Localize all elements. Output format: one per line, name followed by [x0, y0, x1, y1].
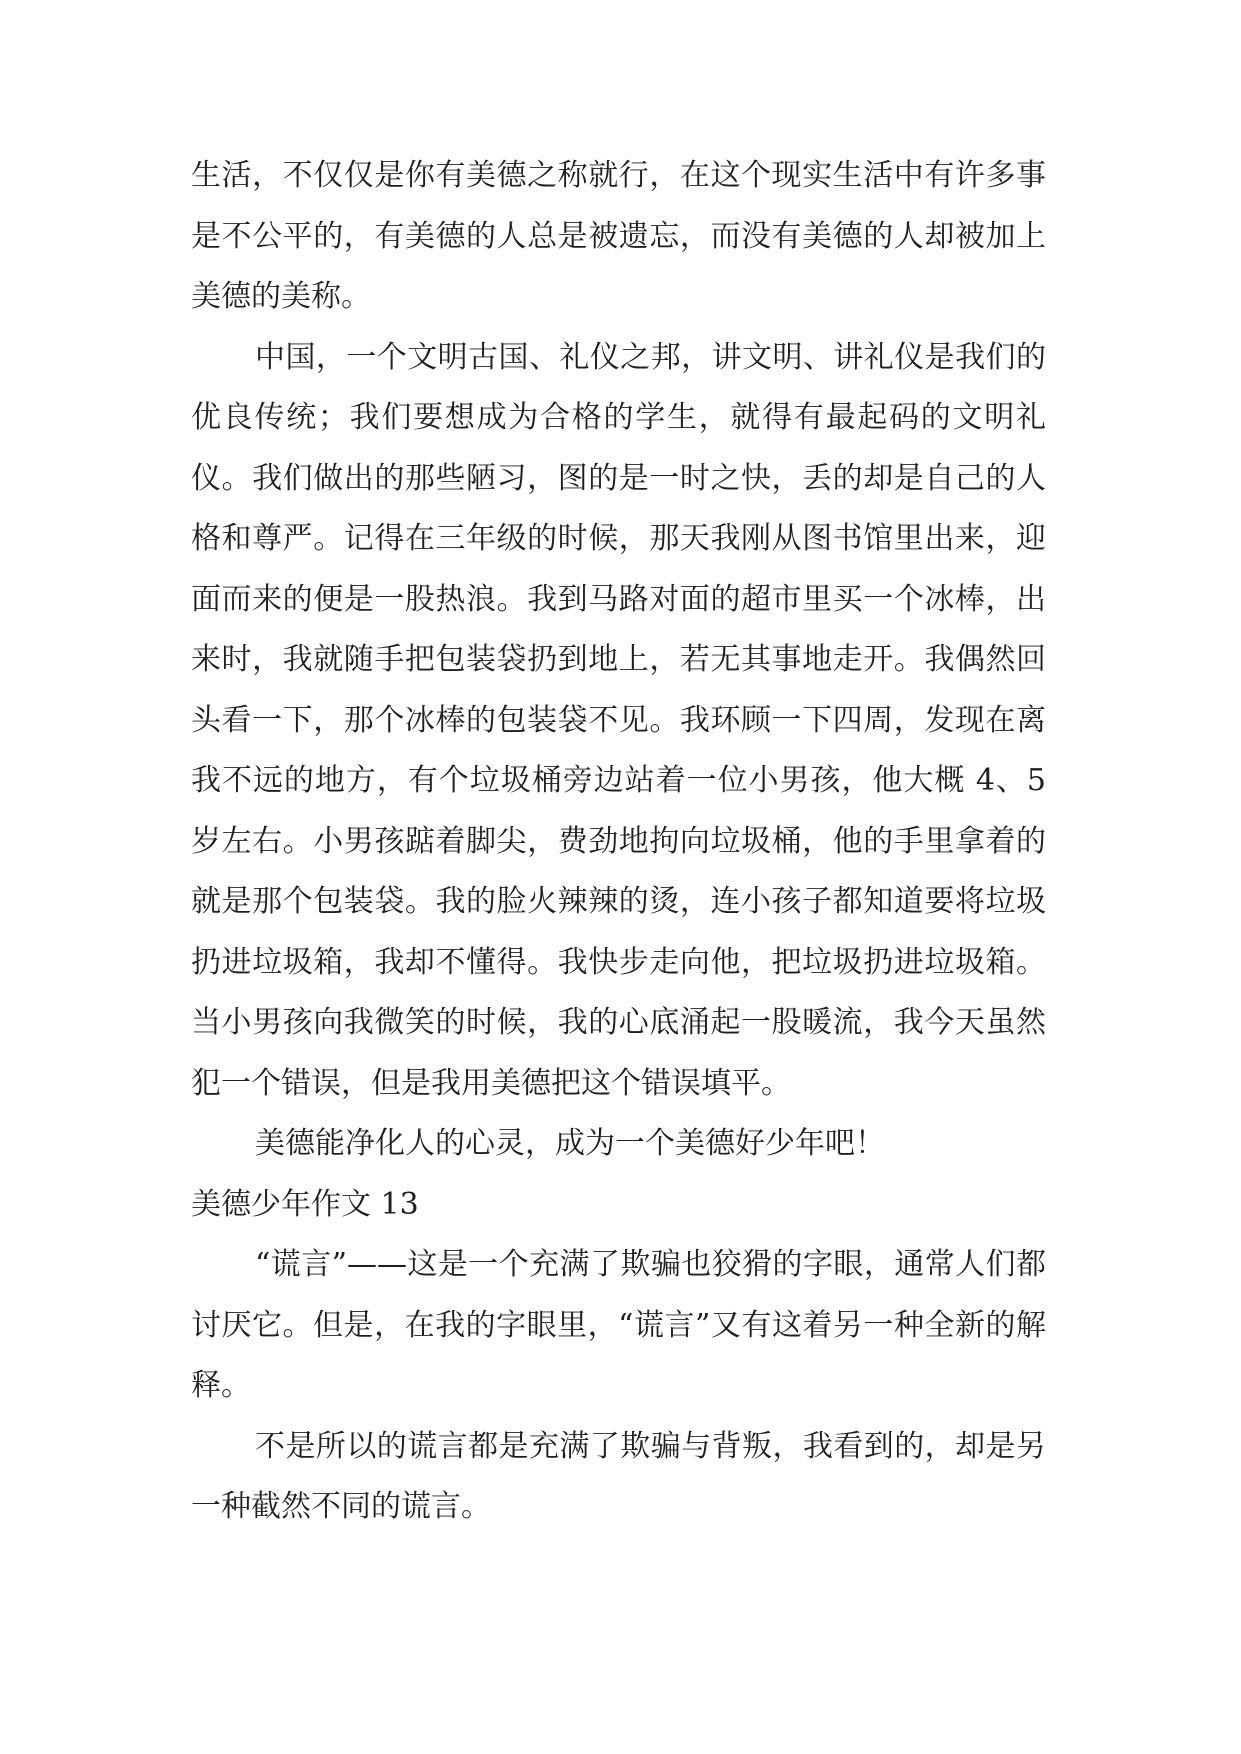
document-page [191, 146, 1046, 1538]
paragraph-conclusion: 美德能净化人的心灵，成为一个美德好少年吧！ [255, 1126, 885, 1161]
section-title: 美德少年作文 13 [191, 1186, 419, 1222]
paragraph-lies-different: 不是所以的谎言都是充满了欺骗与背叛，我看到的，却是另一种截然不同的谎言。 [191, 1428, 1046, 1524]
paragraph-lies-intro: “谎言”——这是一个充满了欺骗也狡猾的字眼，通常人们都讨厌它。但是，在我的字眼里，“谎言”又有这着另一种全新的解释。 [191, 1247, 1046, 1403]
paragraph-manners-story: 中国，一个文明古国、礼仪之邦，讲文明、讲礼仪是我们的优良传统；我们要想成为合格的学生，就得有最起码的文明礼仪。我们做出的那些陋习，图的是一时之快，丢的却是自己的人格和尊严。记得在三年级的时候，那天我刚从图书馆里出来，迎面而来的便是一股热浪。我到马路对面的超市里买一个冰棒，出来时，我就随手把包装袋扔到地上，若无其事地走开。我偶然回头看一下，那个冰棒的包装袋不见。我环顾一下四周，发现在离我不远的地方，有个垃圾桶旁边站着一位小男孩，他大概 4、5 岁左右。小男孩踮着脚尖，费劲地拘向垃圾桶，他的手里拿着的就是那个包装袋。我的脸火辣辣的烫，连小孩子都知道要将垃圾扔进垃圾箱，我却不懂得。我快步走向他，把垃圾扔进垃圾箱。当小男孩向我微笑的时候，我的心底涌起一股暖流，我今天虽然犯一个错误，但是我用美德把这个错误填平。 [191, 339, 1046, 1101]
continued-paragraph: 生活，不仅仅是你有美德之称就行，在这个现实生活中有许多事是不公平的，有美德的人总是被遗忘，而没有美德的人却被加上美德的美称。 [191, 158, 1046, 314]
